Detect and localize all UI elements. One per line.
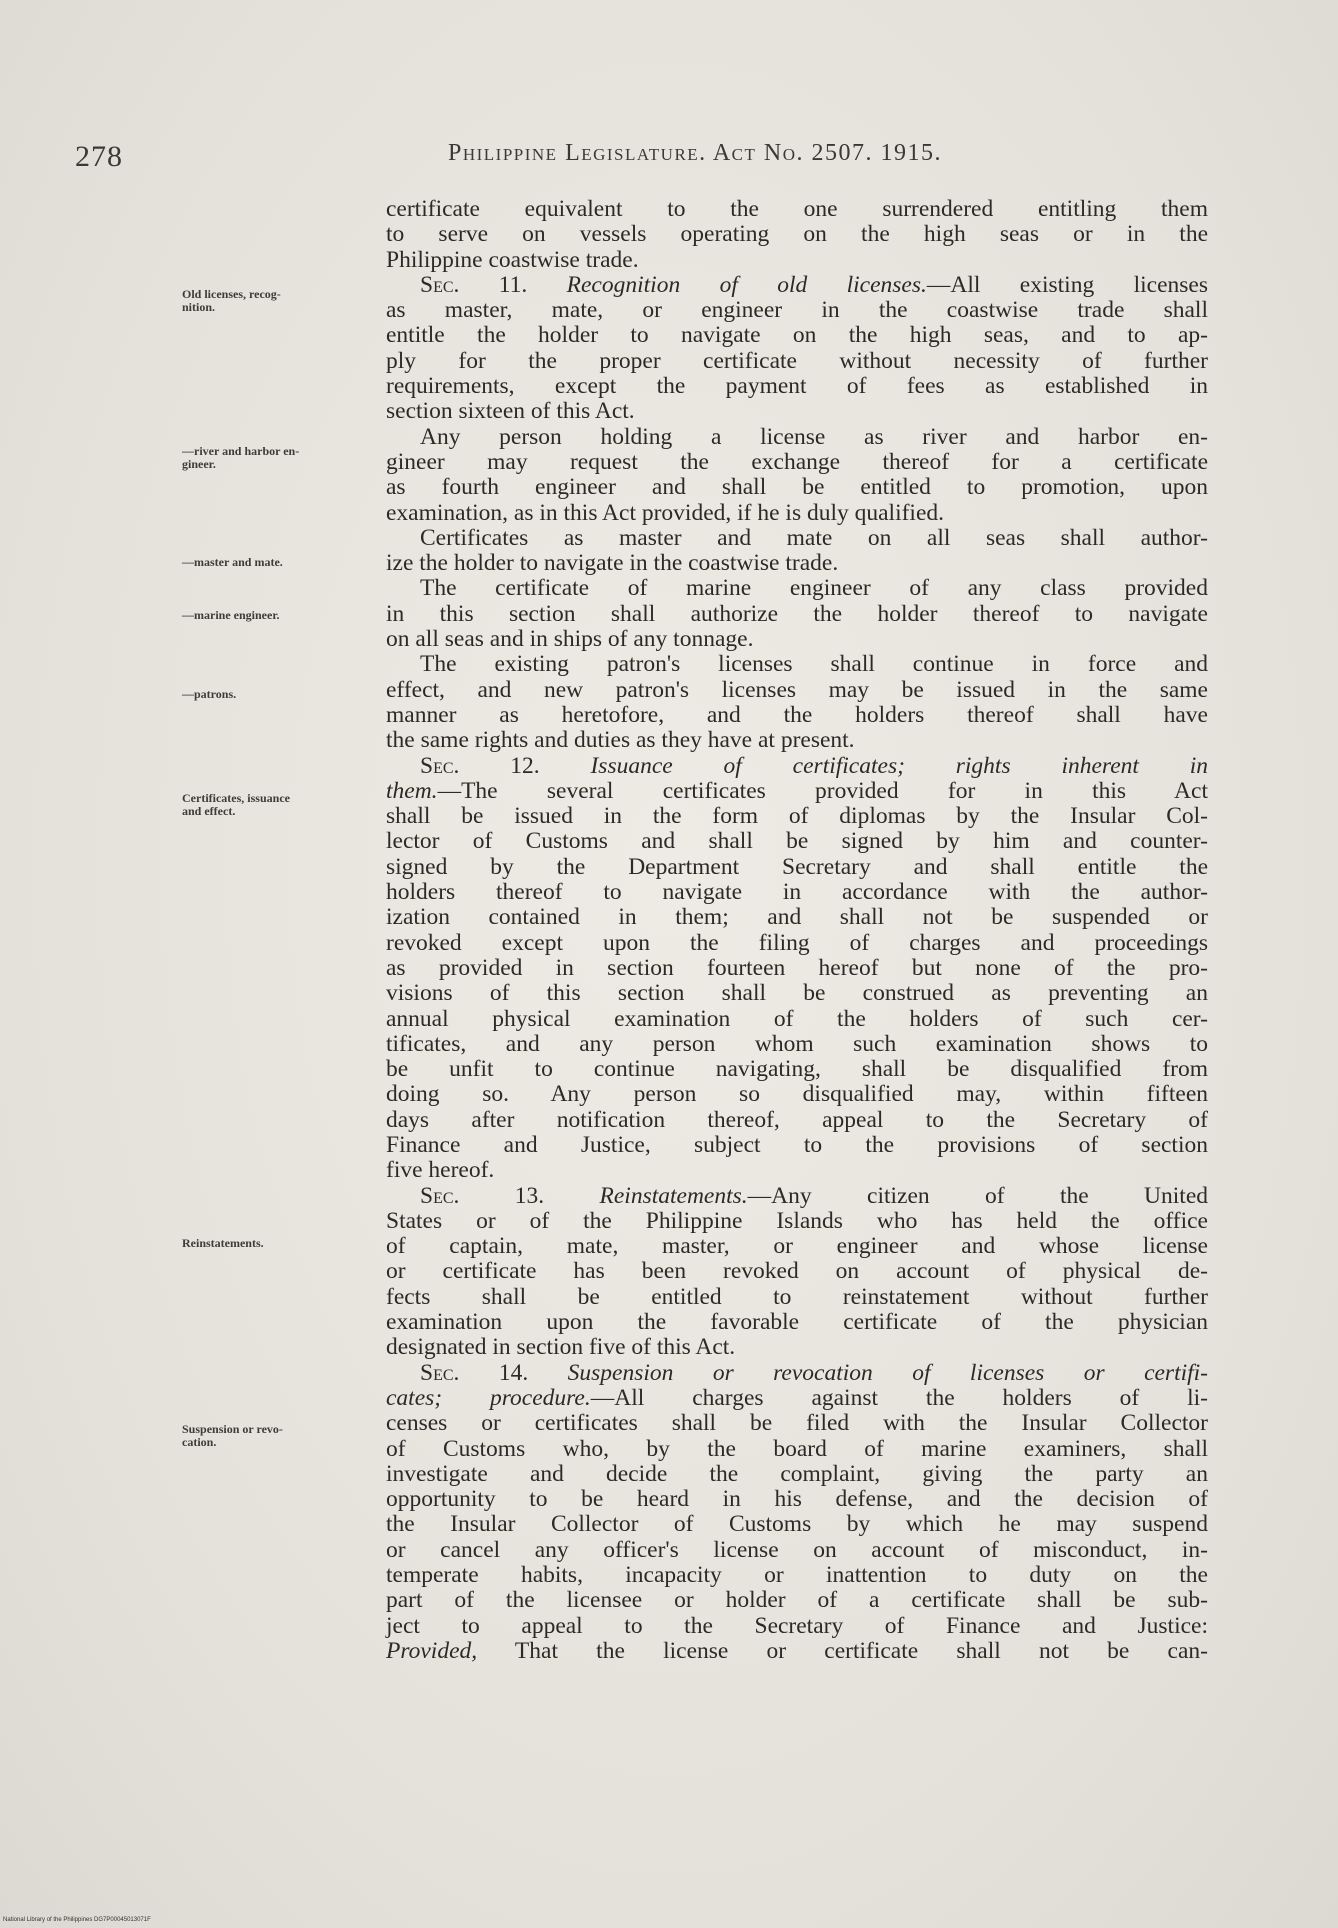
margin-note: Certificates, issuance and effect. (182, 791, 290, 818)
text-line: revoked except upon the filing of charges and proceedings (386, 929, 1208, 956)
text-line: signed by the Department Secretary and shall entitle the (386, 853, 1208, 880)
section-heading-cont: them. (386, 777, 438, 804)
text-line: opportunity to be heard in his defense, and the decision of (386, 1486, 1208, 1513)
text-line: The certificate of marine engineer of any class provided (420, 575, 1208, 602)
text-line: lector of Customs and shall be signed by him and counter- (386, 828, 1208, 855)
section-heading: Reinstatements. (599, 1182, 748, 1209)
text-line: manner as heretofore, and the holders thereof shall have (386, 701, 1208, 728)
text-line: fects shall be entitled to reinstatement without further (386, 1283, 1208, 1310)
text-line: annual physical examination of the holders of such cer- (386, 1005, 1208, 1032)
text-line: The existing patron's licenses shall continue in force and (420, 651, 1208, 678)
text-line: Certificates as master and mate on all seas shall author- (420, 524, 1208, 551)
text-line: days after notification thereof, appeal to the Secretary of (386, 1106, 1208, 1133)
section-heading: Issuance of certificates; rights inherent in (590, 752, 1209, 779)
text-line: ply for the proper certificate without necessity of further (386, 347, 1208, 374)
text-line: the Insular Collector of Customs by which he may suspend (386, 1511, 1208, 1538)
margin-note: —marine engineer. (182, 608, 280, 622)
text-line: ject to appeal to the Secretary of Finance and Justice: (386, 1612, 1208, 1639)
section-11-heading-line: Sec. 11. Recognition of old licenses.—All existing licenses (420, 271, 1208, 298)
text-line: Finance and Justice, subject to the provisions of section (386, 1131, 1208, 1158)
text-line: to serve on vessels operating on the high seas or in the (386, 221, 1208, 248)
text-line: certificate equivalent to the one surrendered entitling them (386, 196, 1208, 222)
text-line: tificates, and any person whom such examination shows to (386, 1030, 1208, 1057)
section-number: Sec. 11. (420, 271, 528, 298)
margin-note: Suspension or revo- cation. (182, 1422, 283, 1449)
body-text (386, 197, 1208, 1664)
margin-note: —patrons. (182, 687, 237, 701)
text-line: visions of this section shall be construed as preventing an (386, 980, 1208, 1007)
text-line: shall be issued in the form of diplomas by the Insular Col- (386, 803, 1208, 830)
text-line: be unfit to continue navigating, shall be disqualified from (386, 1056, 1208, 1083)
section-number: Sec. 13. (420, 1182, 545, 1209)
text-line: section sixteen of this Act. (386, 398, 635, 425)
text-line: investigate and decide the complaint, giving the party an (386, 1460, 1208, 1487)
text-line: doing so. Any person so disqualified may, within fifteen (386, 1081, 1208, 1108)
margin-note: Old licenses, recog- nition. (182, 287, 281, 314)
margin-note: —river and harbor en- gineer. (182, 444, 300, 471)
text-line: them.—The several certificates provided for in this Act (386, 777, 1208, 804)
text-line: entitle the holder to navigate on the high seas, and to ap- (386, 322, 1208, 349)
text-line: part of the licensee or holder of a certificate shall be sub- (386, 1587, 1208, 1614)
text-line: temperate habits, incapacity or inattention to duty on the (386, 1562, 1208, 1589)
text-line: holders thereof to navigate in accordance with the author- (386, 879, 1208, 906)
section-number: Sec. 12. (420, 752, 540, 779)
scan-footer: National Library of the Philippines DG7P00045013071F (3, 1917, 151, 1923)
running-head: Philippine Legislature. Act No. 2507. 1915. (448, 140, 943, 166)
page-number: 278 (75, 140, 123, 173)
text-line: as provided in section fourteen hereof but none of the pro- (386, 954, 1208, 981)
margin-note: —master and mate. (182, 555, 283, 569)
text-line: of Customs who, by the board of marine examiners, shall (386, 1435, 1208, 1462)
section-heading: Suspension or revocation of licenses or certifi- (567, 1359, 1209, 1386)
text-line: examination, as in this Act provided, if he is duly qualified. (386, 499, 945, 526)
section-14-heading-line (386, 1361, 1208, 1386)
proviso-word: Provided, (386, 1637, 478, 1664)
text-line: on all seas and in ships of any tonnage. (386, 626, 754, 653)
section-13-heading-line: Sec. 13. Reinstatements.—Any citizen of the United (420, 1182, 1208, 1209)
text-line: or cancel any officer's license on account of misconduct, in- (386, 1536, 1208, 1563)
margin-note: Reinstatements. (182, 1236, 264, 1250)
text-line: censes or certificates shall be filed with the Insular Collector (386, 1410, 1208, 1437)
section-heading-cont: cates; procedure. (386, 1384, 591, 1411)
text-line: Provided, That the license or certificate shall not be can- (386, 1637, 1208, 1664)
text-line: States or of the Philippine Islands who has held the office (386, 1207, 1208, 1234)
text-line: as master, mate, or engineer in the coastwise trade shall (386, 297, 1208, 324)
section-heading: Recognition of old licenses. (566, 271, 927, 298)
text-line: Any person holding a license as river and harbor en- (420, 423, 1208, 450)
text-line: cates; procedure.—All charges against the holders of li- (386, 1384, 1209, 1411)
text-line: five hereof. (386, 1157, 495, 1184)
section-number: Sec. 14. (420, 1359, 529, 1386)
text-line: or certificate has been revoked on account of physical de- (386, 1258, 1208, 1285)
text-line: requirements, except the payment of fees as established in (386, 373, 1208, 400)
text-line: ization contained in them; and shall not be suspended or (386, 904, 1208, 931)
text-line: the same rights and duties as they have at present. (386, 727, 855, 754)
text-line: of captain, mate, master, or engineer and whose license (386, 1233, 1208, 1260)
page-header (0, 140, 1338, 180)
text-line: Philippine coastwise trade. (386, 246, 639, 273)
text-line: effect, and new patron's licenses may be issued in the same (386, 676, 1208, 703)
text-line: ize the holder to navigate in the coastwise trade. (386, 550, 839, 577)
text-line: in this section shall authorize the holder thereof to navigate (386, 600, 1208, 627)
text-line: designated in section five of this Act. (386, 1334, 736, 1361)
text-line: gineer may request the exchange thereof for a certificate (386, 448, 1208, 475)
text-line: examination upon the favorable certificate of the physician (386, 1309, 1208, 1336)
text-line: as fourth engineer and shall be entitled to promotion, upon (386, 474, 1208, 501)
section-12-heading-line (386, 754, 1208, 779)
